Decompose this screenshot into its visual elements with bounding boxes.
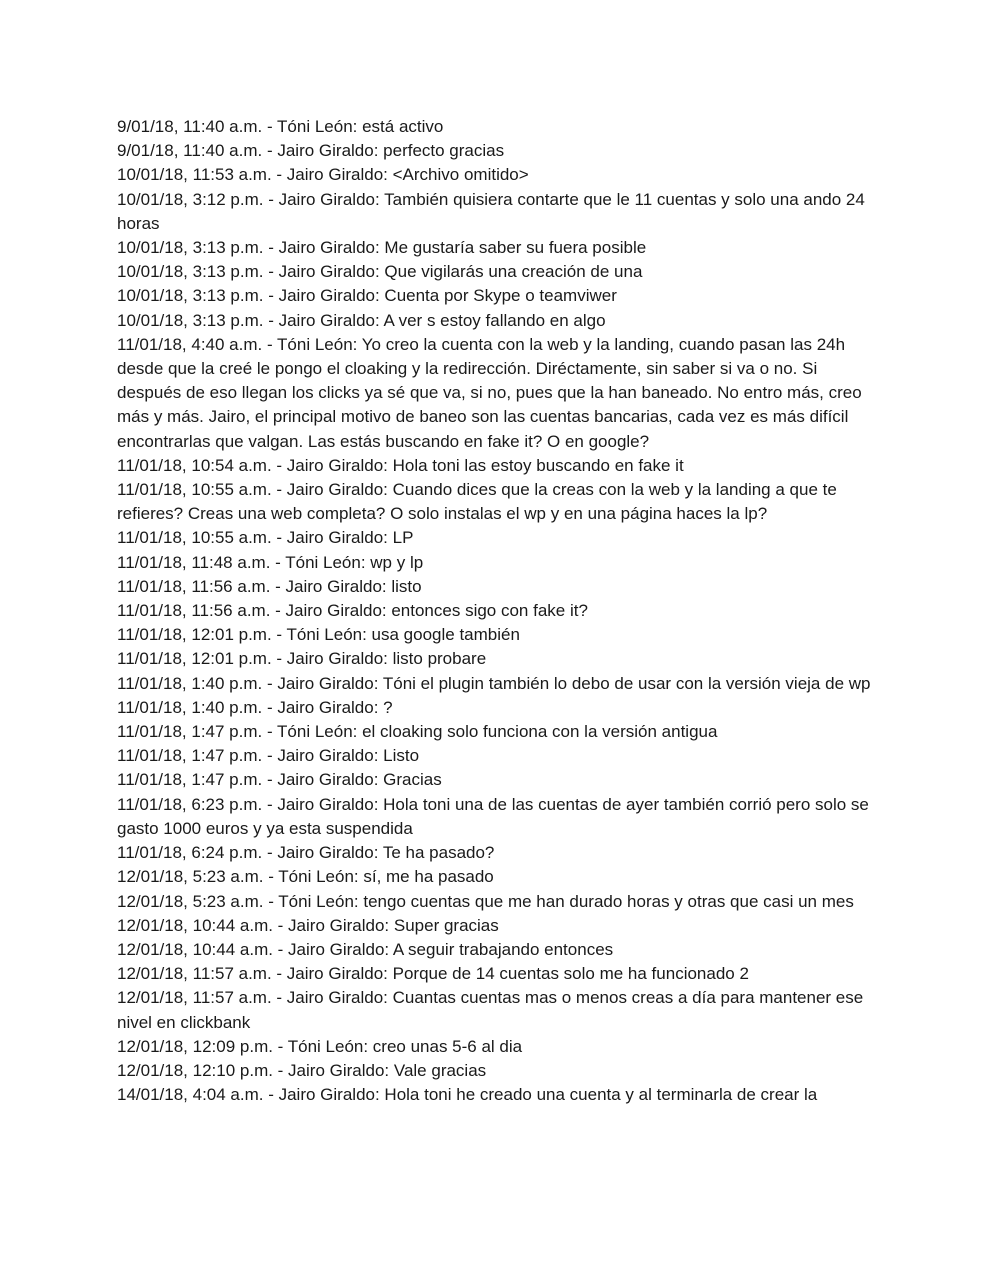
chat-line: 12/01/18, 12:10 p.m. - Jairo Giraldo: Vale gracias xyxy=(117,1060,487,1080)
chat-line: 12/01/18, 10:44 a.m. - Jairo Giraldo: A seguir trabajando entonces xyxy=(117,939,614,959)
chat-line: 10/01/18, 3:12 p.m. - Jairo Giraldo: También quisiera contarte que le 11 cuentas y solo una ando 24 horas xyxy=(117,189,865,233)
chat-line: 11/01/18, 11:56 a.m. - Jairo Giraldo: entonces sigo con fake it? xyxy=(117,601,588,621)
chat-line: 11/01/18, 10:55 a.m. - Jairo Giraldo: Cuando dices que la creas con la web y la landing a que te refieres? Creas una web completa? O solo instalas el wp y en una página haces la lp? xyxy=(117,480,837,524)
chat-line: 11/01/18, 6:24 p.m. - Jairo Giraldo: Te ha pasado? xyxy=(117,843,495,863)
chat-line: 10/01/18, 3:13 p.m. - Jairo Giraldo: Me gustaría saber su fuera posible xyxy=(117,238,647,258)
chat-line: 11/01/18, 12:01 p.m. - Jairo Giraldo: listo probare xyxy=(117,649,487,669)
chat-line: 10/01/18, 3:13 p.m. - Jairo Giraldo: Cuenta por Skype o teamviwer xyxy=(117,286,617,306)
chat-line: 12/01/18, 11:57 a.m. - Jairo Giraldo: Porque de 14 cuentas solo me ha funcionado 2 xyxy=(117,964,749,984)
chat-line: 11/01/18, 1:47 p.m. - Tóni León: el cloaking solo funciona con la versión antigua xyxy=(117,722,718,742)
chat-line: 11/01/18, 11:56 a.m. - Jairo Giraldo: listo xyxy=(117,576,422,596)
chat-line: 12/01/18, 11:57 a.m. - Jairo Giraldo: Cuantas cuentas mas o menos creas a día para mantener ese nivel en clickbank xyxy=(117,988,864,1032)
chat-line: 10/01/18, 3:13 p.m. - Jairo Giraldo: Que vigilarás una creación de una xyxy=(117,262,643,282)
chat-line: 11/01/18, 4:40 a.m. - Tóni León: Yo creo la cuenta con la web y la landing, cuando pasan las 24h desde que la creé le pongo el cloaking y la redirección. Diréctamente, sin saber si va o no. Si después de eso llegan los clicks ya sé que va, si no, pues que la han baneado. No entro más, creo más y más. Jairo, el principal motivo de baneo son las cuentas bancarias, cada vez es más difícil encontrarlas que valgan. Las estás buscando en fake it? O en google? xyxy=(117,334,862,451)
chat-line: 11/01/18, 1:40 p.m. - Jairo Giraldo: Tóni el plugin también lo debo de usar con la versión vieja de wp xyxy=(117,673,871,693)
chat-line: 11/01/18, 1:47 p.m. - Jairo Giraldo: Gracias xyxy=(117,770,442,790)
chat-line: 10/01/18, 11:53 a.m. - Jairo Giraldo: <Archivo omitido> xyxy=(117,165,529,185)
chat-line: 11/01/18, 6:23 p.m. - Jairo Giraldo: Hola toni una de las cuentas de ayer también corrió pero solo se gasto 1000 euros y ya esta suspendida xyxy=(117,794,869,838)
chat-line: 11/01/18, 11:48 a.m. - Tóni León: wp y lp xyxy=(117,552,424,572)
chat-line: 9/01/18, 11:40 a.m. - Jairo Giraldo: perfecto gracias xyxy=(117,141,505,161)
chat-line: 12/01/18, 5:23 a.m. - Tóni León: sí, me ha pasado xyxy=(117,867,494,887)
chat-line: 12/01/18, 10:44 a.m. - Jairo Giraldo: Super gracias xyxy=(117,915,499,935)
chat-line: 12/01/18, 5:23 a.m. - Tóni León: tengo cuentas que me han durado horas y otras que casi un mes xyxy=(117,891,854,911)
chat-line: 11/01/18, 1:40 p.m. - Jairo Giraldo: ? xyxy=(117,697,393,717)
chat-transcript xyxy=(117,115,877,1107)
chat-line: 11/01/18, 10:54 a.m. - Jairo Giraldo: Hola toni las estoy buscando en fake it xyxy=(117,455,684,475)
chat-line: 14/01/18, 4:04 a.m. - Jairo Giraldo: Hola toni he creado una cuenta y al terminarla de crear la xyxy=(117,1085,818,1105)
chat-line: 11/01/18, 1:47 p.m. - Jairo Giraldo: Listo xyxy=(117,746,420,766)
chat-line: 11/01/18, 12:01 p.m. - Tóni León: usa google también xyxy=(117,625,520,645)
chat-line: 10/01/18, 3:13 p.m. - Jairo Giraldo: A ver s estoy fallando en algo xyxy=(117,310,606,330)
chat-line: 9/01/18, 11:40 a.m. - Tóni León: está activo xyxy=(117,117,444,136)
chat-line: 12/01/18, 12:09 p.m. - Tóni León: creo unas 5-6 al dia xyxy=(117,1036,523,1056)
chat-line: 11/01/18, 10:55 a.m. - Jairo Giraldo: LP xyxy=(117,528,414,548)
